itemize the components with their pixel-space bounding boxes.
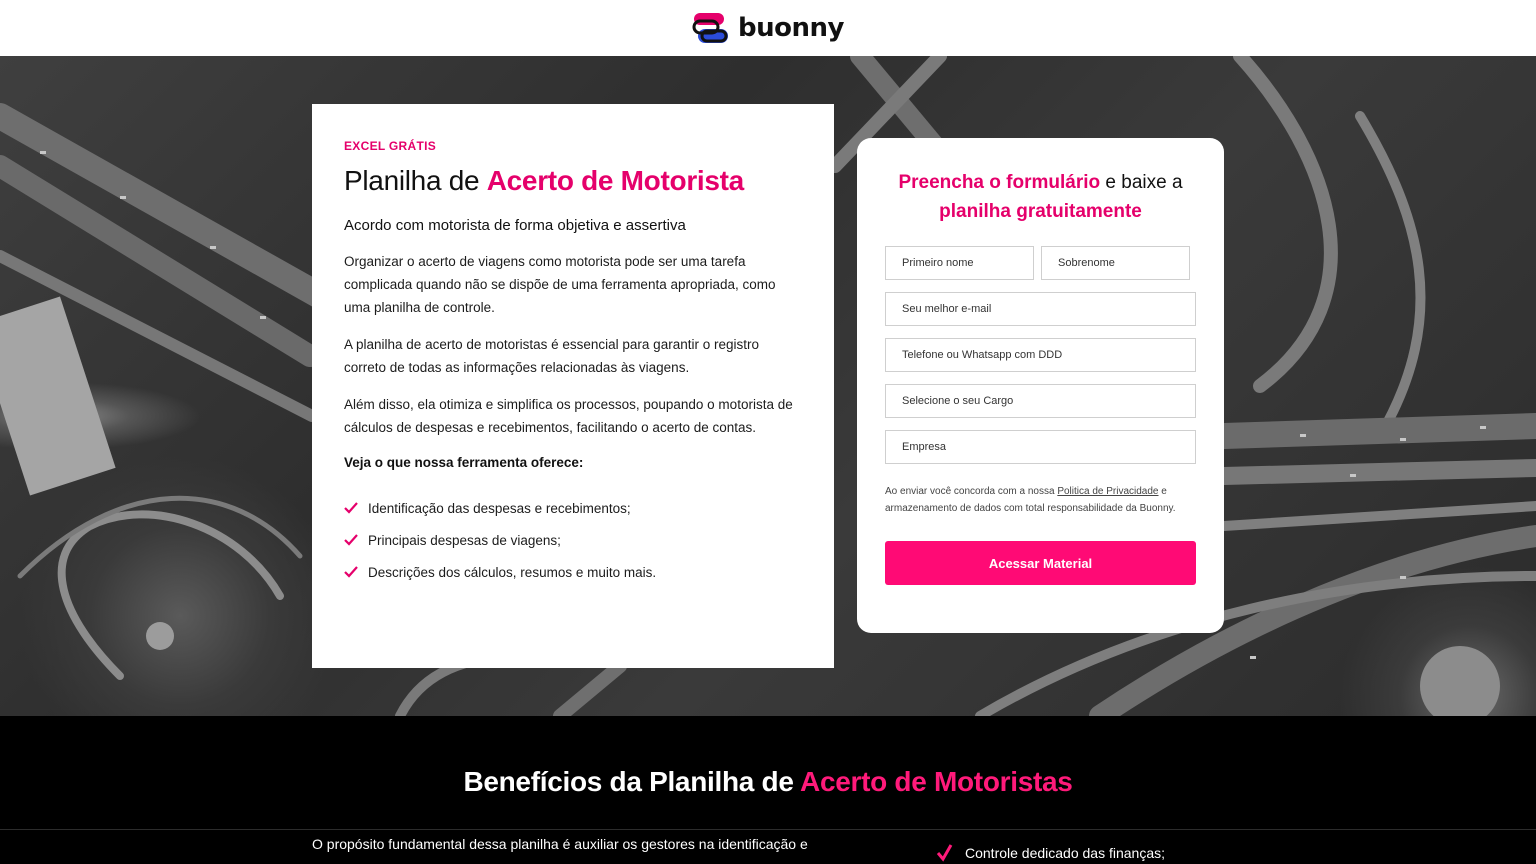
buonny-logo-icon bbox=[692, 11, 730, 45]
benefits-paragraph: O propósito fundamental dessa planilha é auxiliar os gestores na identificação e bbox=[312, 836, 808, 852]
email-input[interactable] bbox=[885, 292, 1196, 326]
benefits-title-prefix: Benefícios da Planilha de bbox=[463, 766, 801, 797]
paragraph-3: Além disso, ela otimiza e simplifica os processos, poupando o motorista de cálculos de despesas e recebimentos, facilitando o acerto de contas. bbox=[344, 397, 793, 435]
page-subtitle: Acordo com motorista de forma objetiva e assertiva bbox=[344, 217, 686, 234]
benefits-section bbox=[0, 716, 1536, 864]
company-input[interactable] bbox=[885, 430, 1196, 464]
eyebrow-label: EXCEL GRÁTIS bbox=[344, 139, 437, 153]
check-icon bbox=[344, 566, 358, 578]
form-heading-accent-1: Preencha o formulário bbox=[898, 172, 1101, 193]
check-icon bbox=[935, 844, 953, 862]
privacy-consent-text bbox=[885, 484, 1196, 517]
section-divider bbox=[0, 829, 1536, 830]
feature-text: Descrições dos cálculos, resumos e muito mais. bbox=[368, 564, 657, 580]
info-card bbox=[312, 104, 834, 668]
role-select[interactable] bbox=[885, 384, 1196, 418]
benefits-title bbox=[0, 766, 1536, 798]
benefit-item bbox=[935, 844, 1165, 862]
paragraph-2: A planilha de acerto de motoristas é essencial para garantir o registro correto de todas as informações relacionadas às viagens. bbox=[344, 337, 759, 375]
download-form-card bbox=[857, 138, 1224, 633]
form-heading bbox=[885, 168, 1196, 226]
feature-item bbox=[344, 492, 802, 524]
privacy-policy-link[interactable]: Politica de Privacidade bbox=[1057, 486, 1159, 497]
check-icon bbox=[344, 502, 358, 514]
benefits-title-accent: Acerto de Motoristas bbox=[800, 766, 1073, 797]
form-heading-plain: e baixe a bbox=[1100, 172, 1183, 193]
feature-item bbox=[344, 524, 802, 556]
hero-section bbox=[0, 56, 1536, 716]
feature-item bbox=[344, 556, 802, 588]
page-title-accent: Acerto de Motorista bbox=[486, 165, 744, 196]
phone-input[interactable] bbox=[885, 338, 1196, 372]
consent-suffix: e armazenamento de dados com total responsabilidade da Buonny. bbox=[885, 486, 1176, 514]
site-header bbox=[0, 0, 1536, 56]
brand-logo[interactable] bbox=[692, 11, 844, 45]
consent-prefix: Ao enviar você concorda com a nossa bbox=[885, 486, 1058, 497]
paragraph-1: Organizar o acerto de viagens como motorista pode ser uma tarefa complicada quando não se dispõe de uma ferramenta apropriada, como uma planilha de controle. bbox=[344, 254, 776, 315]
first-name-input[interactable] bbox=[885, 246, 1034, 280]
benefit-text: Controle dedicado das finanças; bbox=[965, 845, 1166, 861]
feature-list bbox=[344, 492, 802, 588]
brand-name: buonny bbox=[738, 13, 844, 43]
access-material-button[interactable]: Acessar Material bbox=[885, 541, 1196, 585]
name-row bbox=[885, 246, 1196, 280]
form-heading-accent-2: planilha gratuitamente bbox=[939, 201, 1142, 222]
feature-text: Principais despesas de viagens; bbox=[368, 532, 561, 548]
feature-text: Identificação das despesas e recebimentos; bbox=[368, 500, 631, 516]
page-title-prefix: Planilha de bbox=[344, 165, 487, 196]
check-icon bbox=[344, 534, 358, 546]
last-name-input[interactable] bbox=[1041, 246, 1190, 280]
page-title bbox=[344, 165, 802, 197]
download-form bbox=[885, 246, 1196, 585]
offer-title: Veja o que nossa ferramenta oferece: bbox=[344, 455, 584, 470]
